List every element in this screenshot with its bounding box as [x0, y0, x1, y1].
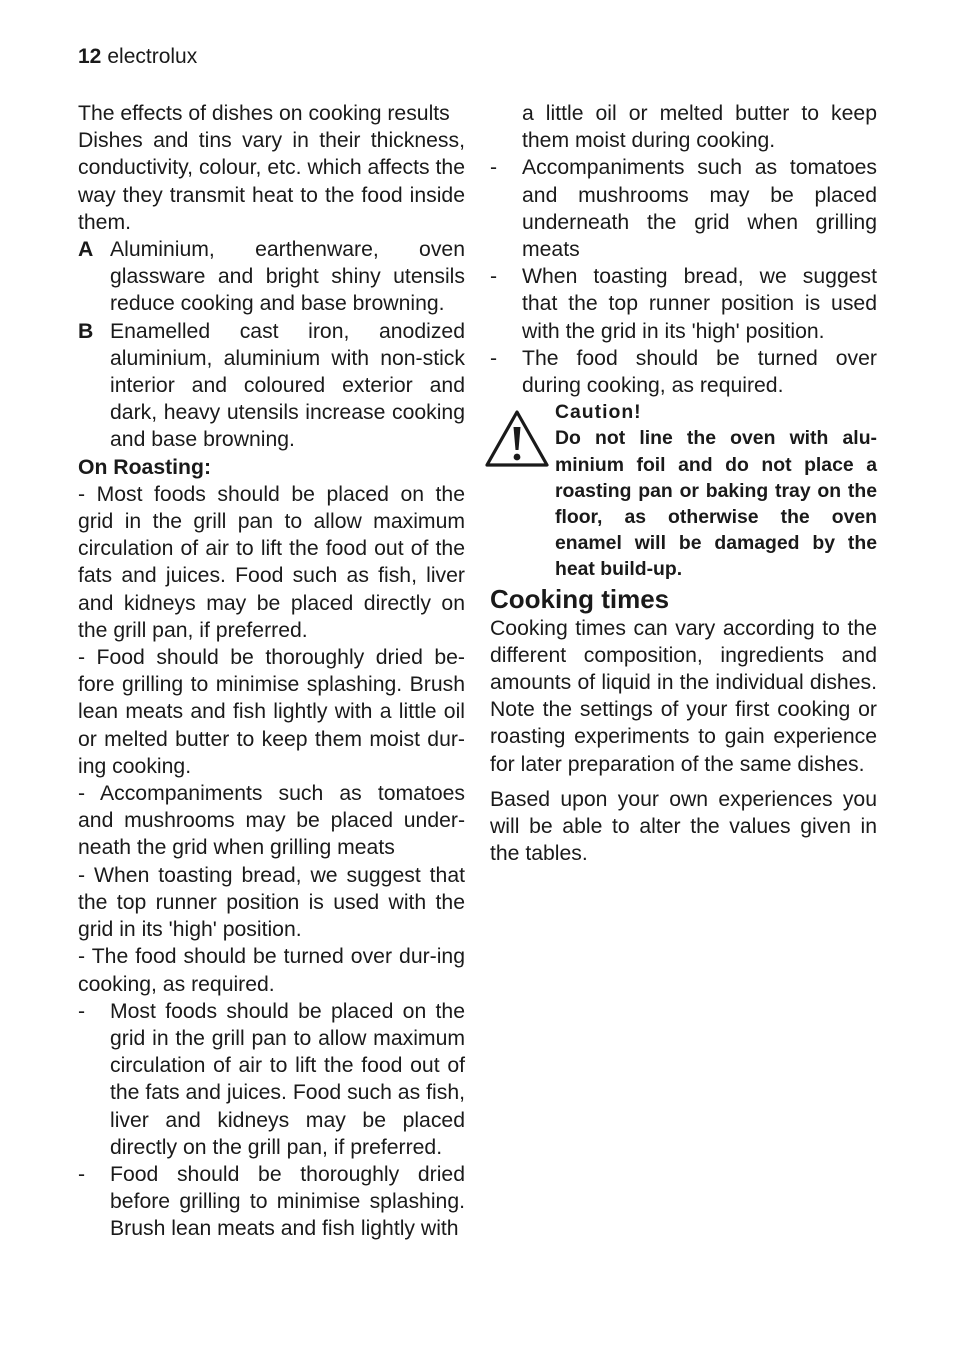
roasting-para: - When toasting bread, we suggest that the top runner position is used with the grid in its 'high' position.	[78, 863, 465, 942]
roasting-para: - The food should be turned over dur-ing cooking, as required.	[78, 945, 465, 996]
caution-text: Do not line the oven with alu-minium foil and do not place a roasting pan or baking tray on the floor, as otherwise the oven enamel will be damaged by the heat build-up.	[555, 427, 877, 581]
continued-text: a little oil or melted butter to keep them moist during cooking.	[522, 102, 877, 153]
item-text: Enamelled cast iron, anodized aluminium, aluminium with non-stick interior and coloured exterior and dark, heavy utensils increase cooking and base browning.	[110, 319, 465, 452]
page-header	[78, 44, 197, 70]
dash-item	[78, 998, 465, 1161]
roasting-title: On Roasting:	[78, 455, 212, 479]
roasting-para: - Most foods should be placed on the grid in the grill pan to allow maximum circulation of air to lift the food out of the fats and juices. Food such as fish, liver and kidneys may be placed directly on the grill pan, if preferred.	[78, 482, 465, 642]
dash-item	[490, 154, 877, 263]
caution-box	[490, 399, 877, 582]
item-marker: A	[78, 238, 94, 262]
dash-marker: -	[78, 999, 86, 1023]
dash-marker: -	[490, 156, 498, 180]
intro-text: Dishes and tins vary in their thickness, conductivity, colour, etc. which affects the way they transmit heat to the food inside them.	[78, 129, 465, 234]
cooking-times-title: Cooking times	[490, 583, 670, 614]
list-item-b	[78, 318, 465, 454]
cooking-times-para: Based upon your own experiences you will be able to alter the values given in the tables.	[490, 787, 877, 866]
dash-item	[78, 1161, 465, 1243]
item-text: Aluminium, earthenware, oven glassware and bright shiny utensils reduce cooking and base browning.	[110, 238, 465, 316]
dash-text: Most foods should be placed on the grid in the grill pan to allow maximum circulation of air to lift the food out of the fats and juices. Food such as fish, liver and kidneys may be placed directly on the grill pan, if preferred.	[110, 999, 465, 1159]
dash-marker: -	[490, 346, 498, 370]
dash-text: Accompaniments such as tomatoes and mushrooms may be placed underneath the grid when grilling meats	[522, 156, 877, 262]
warning-triangle-icon	[484, 409, 550, 469]
left-column	[78, 100, 465, 1243]
right-column	[490, 100, 877, 867]
cooking-times-para: Cooking times can vary according to the different composition, ingredients and amounts of liquid in the individual dishes. Note the settings of your first cooking or roasting experiments to gain experience for later preparation of the same dishes.	[490, 616, 877, 776]
dash-marker: -	[78, 1162, 86, 1186]
list-item-a	[78, 236, 465, 318]
dash-marker: -	[490, 265, 498, 289]
brand-name: electrolux	[107, 45, 198, 68]
dash-item	[490, 263, 877, 345]
dash-item	[490, 345, 877, 399]
dash-text: The food should be turned over during cooking, as required.	[522, 346, 877, 398]
caution-title: Caution!	[555, 401, 642, 424]
item-marker: B	[78, 319, 94, 343]
dash-text: When toasting bread, we suggest that the top runner position is used with the grid in its 'high' position.	[522, 265, 877, 343]
dash-text: Food should be thoroughly dried before grilling to minimise splashing. Brush lean meats and fish lightly with	[110, 1162, 465, 1241]
roasting-para: - Food should be thoroughly dried be-fore grilling to minimise splashing. Brush lean meats and fish lightly with a little oil or melted butter to keep them moist dur-ing cooking.	[78, 646, 465, 778]
roasting-para: - Accompaniments such as tomatoes and mushrooms may be placed under-neath the grid when grilling meats	[78, 782, 465, 860]
intro-title: The effects of dishes on cooking results	[78, 102, 450, 125]
page-number: 12	[78, 45, 102, 68]
